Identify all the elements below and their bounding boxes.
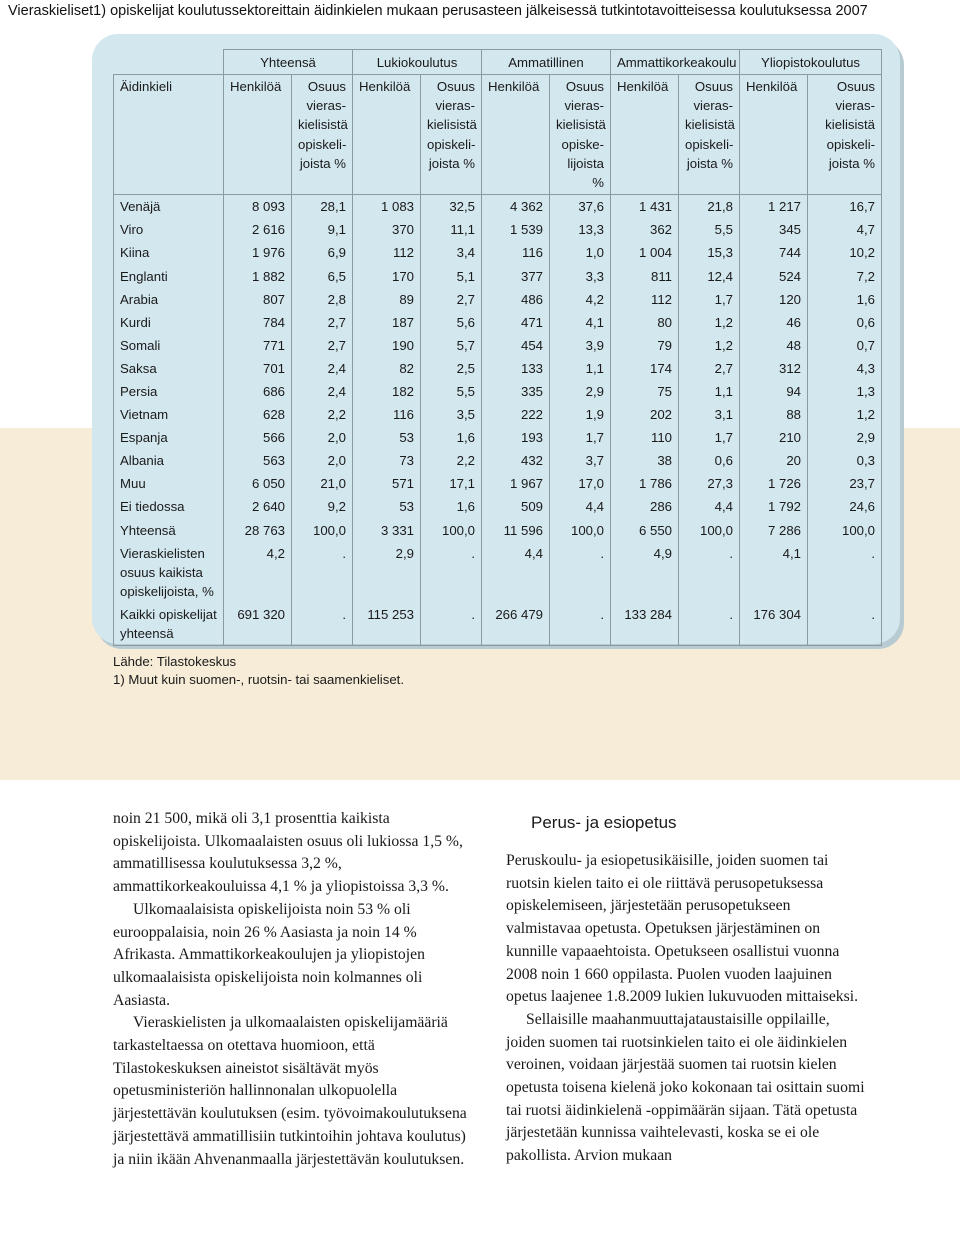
row-label: Viro bbox=[114, 218, 224, 241]
share-cell: 2,9 bbox=[808, 426, 882, 449]
table-row bbox=[114, 241, 882, 264]
share-cell: 4,7 bbox=[808, 218, 882, 241]
share-cell: 1,3 bbox=[808, 380, 882, 403]
paragraph: Sellaisille maahanmuuttajataustaisille oppilaille, joiden suomen tai ruotsinkielen taito ei ole äidinkielen veroinen, voidaan järjestää suomen tai ruotsin kielen opetusta toisena kielenä joko kokonaan tai osittain suomi tai ruotsi äidinkielenä -oppimäärän sijaan. Tätä opetusta järjestetään kunnissa vaihtelevasti, koska se ei ole pakollista. Arvion mukaan bbox=[506, 1010, 865, 1165]
share-cell: 100,0 bbox=[679, 519, 740, 542]
count-cell: 744 bbox=[740, 241, 808, 264]
share-cell: 13,3 bbox=[550, 218, 611, 241]
share-cell: 1,6 bbox=[808, 288, 882, 311]
count-cell: 120 bbox=[740, 288, 808, 311]
table-row bbox=[114, 195, 882, 219]
table-row bbox=[114, 357, 882, 380]
share-cell: 1,6 bbox=[421, 495, 482, 518]
count-cell: 6 050 bbox=[224, 472, 292, 495]
group-header-row bbox=[114, 50, 882, 75]
share-cell: 4,3 bbox=[808, 357, 882, 380]
share-cell: 4,1 bbox=[550, 311, 611, 334]
share-cell: 2,5 bbox=[421, 357, 482, 380]
count-cell: 133 284 bbox=[611, 603, 679, 646]
sub-header-row bbox=[114, 75, 882, 195]
count-cell: 2,9 bbox=[353, 542, 421, 603]
share-cell: 1,2 bbox=[679, 334, 740, 357]
count-cell: 771 bbox=[224, 334, 292, 357]
table-row bbox=[114, 288, 882, 311]
count-cell: 46 bbox=[740, 311, 808, 334]
count-cell: 509 bbox=[482, 495, 550, 518]
share-cell: . bbox=[808, 603, 882, 646]
share-cell: 0,6 bbox=[679, 449, 740, 472]
share-cell: 2,7 bbox=[679, 357, 740, 380]
count-cell: 38 bbox=[611, 449, 679, 472]
count-cell: 94 bbox=[740, 380, 808, 403]
table-row bbox=[114, 334, 882, 357]
share-cell: 17,0 bbox=[550, 472, 611, 495]
share-cell: 2,0 bbox=[292, 449, 353, 472]
share-cell: 1,7 bbox=[550, 426, 611, 449]
share-cell: 1,2 bbox=[679, 311, 740, 334]
share-cell: 1,1 bbox=[550, 357, 611, 380]
share-cell: . bbox=[679, 542, 740, 603]
share-cell: 100,0 bbox=[292, 519, 353, 542]
count-cell: 82 bbox=[353, 357, 421, 380]
row-label: Arabia bbox=[114, 288, 224, 311]
share-cell: 1,6 bbox=[421, 426, 482, 449]
share-cell: 27,3 bbox=[679, 472, 740, 495]
share-cell: 2,4 bbox=[292, 357, 353, 380]
count-cell: 524 bbox=[740, 265, 808, 288]
share-header: Osuus vieras- kielisistä opiskeli- joista % bbox=[292, 75, 353, 195]
count-header: Henkilöä bbox=[353, 75, 421, 195]
share-cell: 3,1 bbox=[679, 403, 740, 426]
table-title: Vieraskieliset1) opiskelijat koulutussektoreittain äidinkielen mukaan perusasteen jälkeisessä tutkintotavoitteisessa koulutuksessa 2007 bbox=[8, 3, 868, 19]
share-cell: 3,4 bbox=[421, 241, 482, 264]
count-cell: 266 479 bbox=[482, 603, 550, 646]
count-cell: 807 bbox=[224, 288, 292, 311]
count-cell: 486 bbox=[482, 288, 550, 311]
row-label: Saksa bbox=[114, 357, 224, 380]
count-cell: 116 bbox=[482, 241, 550, 264]
row-label: Yhteensä bbox=[114, 519, 224, 542]
footnote: 1) Muut kuin suomen-, ruotsin- tai saamenkieliset. bbox=[113, 672, 404, 687]
count-cell: 89 bbox=[353, 288, 421, 311]
group-header: Lukiokoulutus bbox=[353, 50, 482, 75]
share-cell: 10,2 bbox=[808, 241, 882, 264]
count-cell: 174 bbox=[611, 357, 679, 380]
count-cell: 6 550 bbox=[611, 519, 679, 542]
share-cell: 7,2 bbox=[808, 265, 882, 288]
count-cell: 116 bbox=[353, 403, 421, 426]
share-cell: 6,9 bbox=[292, 241, 353, 264]
first-column-header: Äidinkieli bbox=[114, 75, 224, 195]
count-cell: 1 083 bbox=[353, 195, 421, 219]
count-cell: 112 bbox=[611, 288, 679, 311]
share-cell: 1,7 bbox=[679, 426, 740, 449]
share-cell: . bbox=[550, 603, 611, 646]
count-cell: 566 bbox=[224, 426, 292, 449]
share-cell: 3,7 bbox=[550, 449, 611, 472]
row-label: Somali bbox=[114, 334, 224, 357]
share-cell: 0,3 bbox=[808, 449, 882, 472]
table-row bbox=[114, 265, 882, 288]
count-header: Henkilöä bbox=[611, 75, 679, 195]
share-cell: 24,6 bbox=[808, 495, 882, 518]
row-label: Albania bbox=[114, 449, 224, 472]
share-cell: 4,4 bbox=[550, 495, 611, 518]
count-cell: 4,4 bbox=[482, 542, 550, 603]
count-cell: 454 bbox=[482, 334, 550, 357]
count-cell: 1 882 bbox=[224, 265, 292, 288]
share-cell: . bbox=[808, 542, 882, 603]
share-header: Osuus vieras- kielisistä opiskeli- joista % bbox=[421, 75, 482, 195]
count-cell: 28 763 bbox=[224, 519, 292, 542]
count-header: Henkilöä bbox=[224, 75, 292, 195]
left-text-column bbox=[113, 808, 473, 1171]
count-cell: 182 bbox=[353, 380, 421, 403]
share-cell: 5,5 bbox=[679, 218, 740, 241]
row-label: Vieraskielisten osuus kaikista opiskelijoista, % bbox=[114, 542, 224, 603]
share-header: Osuus vieras- kielisistä opiskeli- joista % bbox=[808, 75, 882, 195]
count-cell: 571 bbox=[353, 472, 421, 495]
count-cell: 190 bbox=[353, 334, 421, 357]
share-cell: 37,6 bbox=[550, 195, 611, 219]
count-cell: 4,1 bbox=[740, 542, 808, 603]
share-cell: 100,0 bbox=[550, 519, 611, 542]
count-cell: 4,9 bbox=[611, 542, 679, 603]
table-row bbox=[114, 472, 882, 495]
count-cell: 691 320 bbox=[224, 603, 292, 646]
row-label: Persia bbox=[114, 380, 224, 403]
group-header: Ammatillinen bbox=[482, 50, 611, 75]
paragraph: Peruskoulu- ja esiopetusikäisille, joiden suomen tai ruotsin kielen taito ei ole riittävä perusopetuksessa opiskelemiseen, järjestetään perusopetukseen valmistavaa opetusta. Opetuksen järjestäminen on kunnille vapaaehtoista. Opetukseen osallistui vuonna 2008 noin 1 660 oppilasta. Puolen vuoden laajuinen opetus laajenee 1.8.2009 lukien lukuvuoden mittaiseksi. bbox=[506, 852, 859, 1006]
row-label: Englanti bbox=[114, 265, 224, 288]
share-cell: 0,6 bbox=[808, 311, 882, 334]
count-cell: 193 bbox=[482, 426, 550, 449]
count-cell: 1 004 bbox=[611, 241, 679, 264]
share-header: Osuus vieras- kielisistä opiskeli- joista % bbox=[679, 75, 740, 195]
count-cell: 115 253 bbox=[353, 603, 421, 646]
share-cell: 5,1 bbox=[421, 265, 482, 288]
count-cell: 1 967 bbox=[482, 472, 550, 495]
count-cell: 286 bbox=[611, 495, 679, 518]
count-cell: 811 bbox=[611, 265, 679, 288]
share-cell: 28,1 bbox=[292, 195, 353, 219]
count-cell: 210 bbox=[740, 426, 808, 449]
group-header: Yliopistokoulutus bbox=[740, 50, 882, 75]
count-cell: 79 bbox=[611, 334, 679, 357]
count-cell: 1 976 bbox=[224, 241, 292, 264]
count-cell: 784 bbox=[224, 311, 292, 334]
share-cell: 2,7 bbox=[292, 334, 353, 357]
share-cell: 2,0 bbox=[292, 426, 353, 449]
count-header: Henkilöä bbox=[740, 75, 808, 195]
count-cell: 80 bbox=[611, 311, 679, 334]
share-cell: 2,7 bbox=[421, 288, 482, 311]
paragraph: Vieraskielisten ja ulkomaalaisten opiskelijamääriä tarkasteltaessa on otettava huomioon, että Tilastokeskuksen aineistot sisältävät myös opetusministeriön hallinnonalan ulkopuolella järjestettävän koulutuksen (esim. työvoimakoulutuksena järjestettävä ammatillisiin tutkintoihin johtava koulutus) ja niin ikään Ahvenanmaalla järjestettävän koulutuksen. bbox=[113, 1014, 467, 1168]
share-cell: 21,0 bbox=[292, 472, 353, 495]
table-row bbox=[114, 603, 882, 646]
count-cell: 1 539 bbox=[482, 218, 550, 241]
row-label: Espanja bbox=[114, 426, 224, 449]
count-cell: 112 bbox=[353, 241, 421, 264]
count-cell: 1 792 bbox=[740, 495, 808, 518]
share-cell: 1,2 bbox=[808, 403, 882, 426]
share-cell: 1,9 bbox=[550, 403, 611, 426]
table-notes bbox=[113, 653, 404, 689]
share-cell: 3,3 bbox=[550, 265, 611, 288]
share-cell: 1,0 bbox=[550, 241, 611, 264]
count-cell: 1 431 bbox=[611, 195, 679, 219]
count-cell: 377 bbox=[482, 265, 550, 288]
table-row bbox=[114, 426, 882, 449]
share-cell: 2,7 bbox=[292, 311, 353, 334]
share-cell: 100,0 bbox=[808, 519, 882, 542]
count-cell: 628 bbox=[224, 403, 292, 426]
count-cell: 335 bbox=[482, 380, 550, 403]
share-cell: 9,1 bbox=[292, 218, 353, 241]
count-cell: 88 bbox=[740, 403, 808, 426]
count-cell: 2 616 bbox=[224, 218, 292, 241]
share-cell: 12,4 bbox=[679, 265, 740, 288]
row-label: Vietnam bbox=[114, 403, 224, 426]
table-row bbox=[114, 519, 882, 542]
table-row bbox=[114, 403, 882, 426]
share-cell: . bbox=[292, 542, 353, 603]
count-cell: 701 bbox=[224, 357, 292, 380]
share-cell: 2,4 bbox=[292, 380, 353, 403]
share-cell: 17,1 bbox=[421, 472, 482, 495]
source-note: Lähde: Tilastokeskus bbox=[113, 654, 237, 669]
count-cell: 53 bbox=[353, 426, 421, 449]
count-cell: 471 bbox=[482, 311, 550, 334]
share-cell: 9,2 bbox=[292, 495, 353, 518]
count-cell: 432 bbox=[482, 449, 550, 472]
share-cell: 11,1 bbox=[421, 218, 482, 241]
count-cell: 3 331 bbox=[353, 519, 421, 542]
count-cell: 176 304 bbox=[740, 603, 808, 646]
count-cell: 187 bbox=[353, 311, 421, 334]
count-cell: 110 bbox=[611, 426, 679, 449]
share-cell: 1,7 bbox=[679, 288, 740, 311]
share-cell: 16,7 bbox=[808, 195, 882, 219]
paragraph: Ulkomaalaisista opiskelijoista noin 53 % oli eurooppalaisia, noin 26 % Aasiasta ja noin 14 % Afrikasta. Ammattikorkeakoulujen ja yliopistojen ulkomaalaisista opiskelijoista noin kolmannes oli Aasiasta. bbox=[113, 900, 425, 1009]
table-row bbox=[114, 495, 882, 518]
share-cell: 1,1 bbox=[679, 380, 740, 403]
right-text-column bbox=[506, 850, 866, 1168]
count-cell: 73 bbox=[353, 449, 421, 472]
count-cell: 1 726 bbox=[740, 472, 808, 495]
share-cell: 5,7 bbox=[421, 334, 482, 357]
row-label: Kurdi bbox=[114, 311, 224, 334]
share-cell: . bbox=[421, 603, 482, 646]
table-row bbox=[114, 542, 882, 603]
table-row bbox=[114, 311, 882, 334]
count-cell: 222 bbox=[482, 403, 550, 426]
count-cell: 20 bbox=[740, 449, 808, 472]
share-cell: 4,4 bbox=[679, 495, 740, 518]
group-header: Ammattikorkeakoulu bbox=[611, 50, 740, 75]
count-cell: 563 bbox=[224, 449, 292, 472]
table-row bbox=[114, 380, 882, 403]
row-label: Kaikki opiskelijat yhteensä bbox=[114, 603, 224, 646]
row-label: Kiina bbox=[114, 241, 224, 264]
count-cell: 1 786 bbox=[611, 472, 679, 495]
table-row bbox=[114, 218, 882, 241]
count-cell: 75 bbox=[611, 380, 679, 403]
count-cell: 686 bbox=[224, 380, 292, 403]
count-cell: 2 640 bbox=[224, 495, 292, 518]
row-label: Ei tiedossa bbox=[114, 495, 224, 518]
count-cell: 133 bbox=[482, 357, 550, 380]
row-label: Venäjä bbox=[114, 195, 224, 219]
share-cell: 21,8 bbox=[679, 195, 740, 219]
share-cell: 32,5 bbox=[421, 195, 482, 219]
share-cell: 6,5 bbox=[292, 265, 353, 288]
share-cell: 2,2 bbox=[421, 449, 482, 472]
share-cell: . bbox=[679, 603, 740, 646]
share-cell: 3,5 bbox=[421, 403, 482, 426]
share-cell: 100,0 bbox=[421, 519, 482, 542]
count-cell: 7 286 bbox=[740, 519, 808, 542]
count-cell: 370 bbox=[353, 218, 421, 241]
share-cell: 4,2 bbox=[550, 288, 611, 311]
count-cell: 170 bbox=[353, 265, 421, 288]
count-cell: 202 bbox=[611, 403, 679, 426]
count-cell: 4,2 bbox=[224, 542, 292, 603]
count-cell: 48 bbox=[740, 334, 808, 357]
share-cell: . bbox=[550, 542, 611, 603]
section-heading: Perus- ja esiopetus bbox=[531, 813, 677, 832]
share-cell: 5,6 bbox=[421, 311, 482, 334]
count-cell: 345 bbox=[740, 218, 808, 241]
group-header: Yhteensä bbox=[224, 50, 353, 75]
share-cell: 23,7 bbox=[808, 472, 882, 495]
count-cell: 1 217 bbox=[740, 195, 808, 219]
share-cell: 3,9 bbox=[550, 334, 611, 357]
count-header: Henkilöä bbox=[482, 75, 550, 195]
count-cell: 4 362 bbox=[482, 195, 550, 219]
share-cell: 5,5 bbox=[421, 380, 482, 403]
count-cell: 362 bbox=[611, 218, 679, 241]
share-cell: 2,8 bbox=[292, 288, 353, 311]
share-cell: 15,3 bbox=[679, 241, 740, 264]
share-cell: . bbox=[292, 603, 353, 646]
share-cell: 0,7 bbox=[808, 334, 882, 357]
share-cell: 2,9 bbox=[550, 380, 611, 403]
paragraph: noin 21 500, mikä oli 3,1 prosenttia kaikista opiskelijoista. Ulkomaalaisten osuus oli lukiossa 1,5 %, ammatillisessa koulutuksessa 3,2 %, ammattikorkeakouluissa 4,1 % ja yliopistoissa 3,3 %. bbox=[113, 810, 463, 896]
count-cell: 312 bbox=[740, 357, 808, 380]
students-by-language-table bbox=[113, 49, 882, 646]
row-label: Muu bbox=[114, 472, 224, 495]
share-cell: 2,2 bbox=[292, 403, 353, 426]
count-cell: 8 093 bbox=[224, 195, 292, 219]
count-cell: 11 596 bbox=[482, 519, 550, 542]
table-row bbox=[114, 449, 882, 472]
count-cell: 53 bbox=[353, 495, 421, 518]
share-header: Osuus vieras- kielisistä opiske- lijoista % bbox=[550, 75, 611, 195]
share-cell: . bbox=[421, 542, 482, 603]
